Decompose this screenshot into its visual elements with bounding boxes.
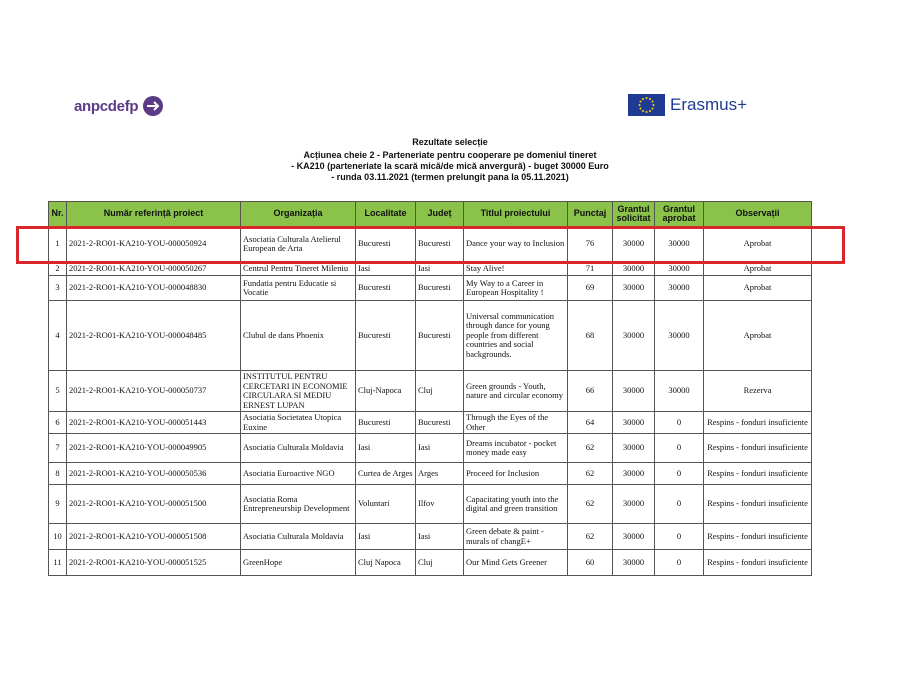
table-header-row [49, 202, 812, 227]
table-cell: Aprobat [704, 276, 812, 301]
table-cell: Bucuresti [356, 276, 416, 301]
table-cell: Respins - fonduri insuficiente [704, 463, 812, 485]
table-cell: INSTITUTUL PENTRU CERCETARI IN ECONOMIE CIRCULARA SI MEDIU ERNEST LUPAN [241, 371, 356, 412]
table-cell: Arges [416, 463, 464, 485]
table-cell: 30000 [613, 434, 655, 463]
table-cell: Respins - fonduri insuficiente [704, 550, 812, 576]
table-cell: 4 [49, 301, 67, 371]
table-cell: 30000 [655, 262, 704, 276]
table-cell: 5 [49, 371, 67, 412]
eu-flag-icon [628, 94, 665, 116]
table-cell: Respins - fonduri insuficiente [704, 485, 812, 524]
table-cell: Iasi [416, 524, 464, 550]
table-cell: 1 [49, 227, 67, 262]
table-cell: Cluj Napoca [356, 550, 416, 576]
table-cell: 2021-2-RO01-KA210-YOU-000050267 [67, 262, 241, 276]
column-header: Localitate [356, 202, 416, 227]
table-cell: Iasi [356, 524, 416, 550]
table-cell: Green debate & paint - murals of changE+ [464, 524, 568, 550]
table-cell: 2021-2-RO01-KA210-YOU-000048830 [67, 276, 241, 301]
table-cell: 2 [49, 262, 67, 276]
table-cell: 2021-2-RO01-KA210-YOU-000051500 [67, 485, 241, 524]
table-cell: Iasi [416, 434, 464, 463]
anpcdefp-logo [74, 95, 164, 117]
table-cell: Cluj [416, 550, 464, 576]
table-cell: Green grounds - Youth, nature and circular economy [464, 371, 568, 412]
column-header: Organizația [241, 202, 356, 227]
column-header: Punctaj [568, 202, 613, 227]
table-row [49, 434, 812, 463]
table-cell: 62 [568, 485, 613, 524]
table-cell: Aprobat [704, 262, 812, 276]
table-cell: Bucuresti [416, 227, 464, 262]
table-cell: Proceed for Inclusion [464, 463, 568, 485]
column-header: Observații [704, 202, 812, 227]
table-cell: Cluj-Napoca [356, 371, 416, 412]
table-cell: 71 [568, 262, 613, 276]
table-cell: Dreams incubator - pocket money made easy [464, 434, 568, 463]
table-cell: 9 [49, 485, 67, 524]
table-cell: Capacitating youth into the digital and green transition [464, 485, 568, 524]
table-cell: Rezerva [704, 371, 812, 412]
table-row [49, 276, 812, 301]
table-cell: Universal communication through dance for young people from different countries and social backgrounds. [464, 301, 568, 371]
table-cell: 0 [655, 434, 704, 463]
table-cell: 30000 [613, 276, 655, 301]
anpcdefp-logo-text: anpcdefp [74, 97, 139, 115]
column-header: Nr. [49, 202, 67, 227]
table-cell: Aprobat [704, 227, 812, 262]
table-cell: 30000 [613, 262, 655, 276]
table-cell: 30000 [655, 227, 704, 262]
table-cell: 60 [568, 550, 613, 576]
table-cell: 30000 [613, 524, 655, 550]
table-cell: Asociatia Culturala Moldavia [241, 524, 356, 550]
table-cell: 62 [568, 524, 613, 550]
table-cell: Aprobat [704, 301, 812, 371]
table-cell: Fundatia pentru Educatie si Vocatie [241, 276, 356, 301]
table-cell: 11 [49, 550, 67, 576]
table-cell: 30000 [655, 276, 704, 301]
table-cell: Bucuresti [356, 227, 416, 262]
table-cell: 30000 [613, 550, 655, 576]
table-cell: 6 [49, 412, 67, 434]
table-cell: 0 [655, 485, 704, 524]
table-cell: 2021-2-RO01-KA210-YOU-000048485 [67, 301, 241, 371]
table-cell: 2021-2-RO01-KA210-YOU-000050924 [67, 227, 241, 262]
table-cell: Iasi [356, 434, 416, 463]
table-cell: Iasi [356, 262, 416, 276]
table-cell: 0 [655, 463, 704, 485]
table-cell: Asociatia Euroactive NGO [241, 463, 356, 485]
table-cell: Cluj [416, 371, 464, 412]
table-cell: 2021-2-RO01-KA210-YOU-000049905 [67, 434, 241, 463]
table-cell: Bucuresti [416, 412, 464, 434]
table-cell: Dance your way to Inclusion [464, 227, 568, 262]
column-header: Număr referință proiect [67, 202, 241, 227]
table-cell: Asociatia Roma Entrepreneurship Development [241, 485, 356, 524]
table-cell: Clubul de dans Phoenix [241, 301, 356, 371]
table-cell: 3 [49, 276, 67, 301]
table-cell: 30000 [655, 301, 704, 371]
table-cell: 30000 [655, 371, 704, 412]
table-cell: Curtea de Arges [356, 463, 416, 485]
table-cell: 2021-2-RO01-KA210-YOU-000051443 [67, 412, 241, 434]
table-cell: Bucuresti [356, 412, 416, 434]
table-row [49, 412, 812, 434]
table-cell: Bucuresti [416, 301, 464, 371]
table-cell: Respins - fonduri insuficiente [704, 412, 812, 434]
table-cell: 62 [568, 463, 613, 485]
table-cell: 2021-2-RO01-KA210-YOU-000050536 [67, 463, 241, 485]
table-cell: 0 [655, 550, 704, 576]
column-header: Grantul solicitat [613, 202, 655, 227]
heading-action: Acțiunea cheie 2 - Parteneriate pentru cooperare pe domeniul tineret [303, 150, 597, 160]
table-cell: Through the Eyes of the Other [464, 412, 568, 434]
table-cell: Voluntari [356, 485, 416, 524]
table-cell: Centrul Pentru Tineret Mileniu [241, 262, 356, 276]
table-cell: 30000 [613, 301, 655, 371]
table-cell: 30000 [613, 412, 655, 434]
table-cell: Stay Alive! [464, 262, 568, 276]
erasmus-logo [628, 94, 747, 116]
table-cell: 2021-2-RO01-KA210-YOU-000051525 [67, 550, 241, 576]
table-cell: 68 [568, 301, 613, 371]
table-cell: 69 [568, 276, 613, 301]
table-cell: Asociatia Societatea Utopica Euxine [241, 412, 356, 434]
table-cell: 2021-2-RO01-KA210-YOU-000051508 [67, 524, 241, 550]
column-header: Grantul aprobat [655, 202, 704, 227]
table-cell: 8 [49, 463, 67, 485]
table-cell: Respins - fonduri insuficiente [704, 434, 812, 463]
table-row [49, 371, 812, 412]
table-cell: 30000 [613, 227, 655, 262]
erasmus-logo-text: Erasmus+ [670, 95, 747, 114]
table-row [49, 524, 812, 550]
column-header: Titlul proiectului [464, 202, 568, 227]
table-cell: Our Mind Gets Greener [464, 550, 568, 576]
table-row [49, 550, 812, 576]
table-cell: 10 [49, 524, 67, 550]
heading-round: - runda 03.11.2021 (termen prelungit pana la 05.11.2021) [331, 172, 569, 182]
table-cell: 62 [568, 434, 613, 463]
anpcdefp-arrow-icon [142, 95, 164, 117]
table-cell: GreenHope [241, 550, 356, 576]
table-row [49, 301, 812, 371]
table-cell: Asociatia Culturala Atelierul European de Arta [241, 227, 356, 262]
heading-title: Rezultate selecție [412, 137, 488, 147]
table-cell: Bucuresti [416, 276, 464, 301]
table-row [49, 485, 812, 524]
table-cell: 76 [568, 227, 613, 262]
table-cell: 2021-2-RO01-KA210-YOU-000050737 [67, 371, 241, 412]
table-cell: Asociatia Culturala Moldavia [241, 434, 356, 463]
table-cell: Iasi [416, 262, 464, 276]
table-cell: Respins - fonduri insuficiente [704, 524, 812, 550]
table-cell: Ilfov [416, 485, 464, 524]
table-row [49, 463, 812, 485]
highlight-box [16, 226, 845, 264]
table-cell: Bucuresti [356, 301, 416, 371]
column-header: Județ [416, 202, 464, 227]
table-cell: 30000 [613, 485, 655, 524]
table-cell: 30000 [613, 463, 655, 485]
heading-budget: - KA210 (parteneriate la scară mică/de mică anvergură) - buget 30000 Euro [291, 161, 609, 171]
table-cell: 0 [655, 412, 704, 434]
table-cell: 0 [655, 524, 704, 550]
table-cell: 64 [568, 412, 613, 434]
table-cell: 66 [568, 371, 613, 412]
table-cell: My Way to a Career in European Hospitality ! [464, 276, 568, 301]
table-cell: 30000 [613, 371, 655, 412]
table-cell: 7 [49, 434, 67, 463]
